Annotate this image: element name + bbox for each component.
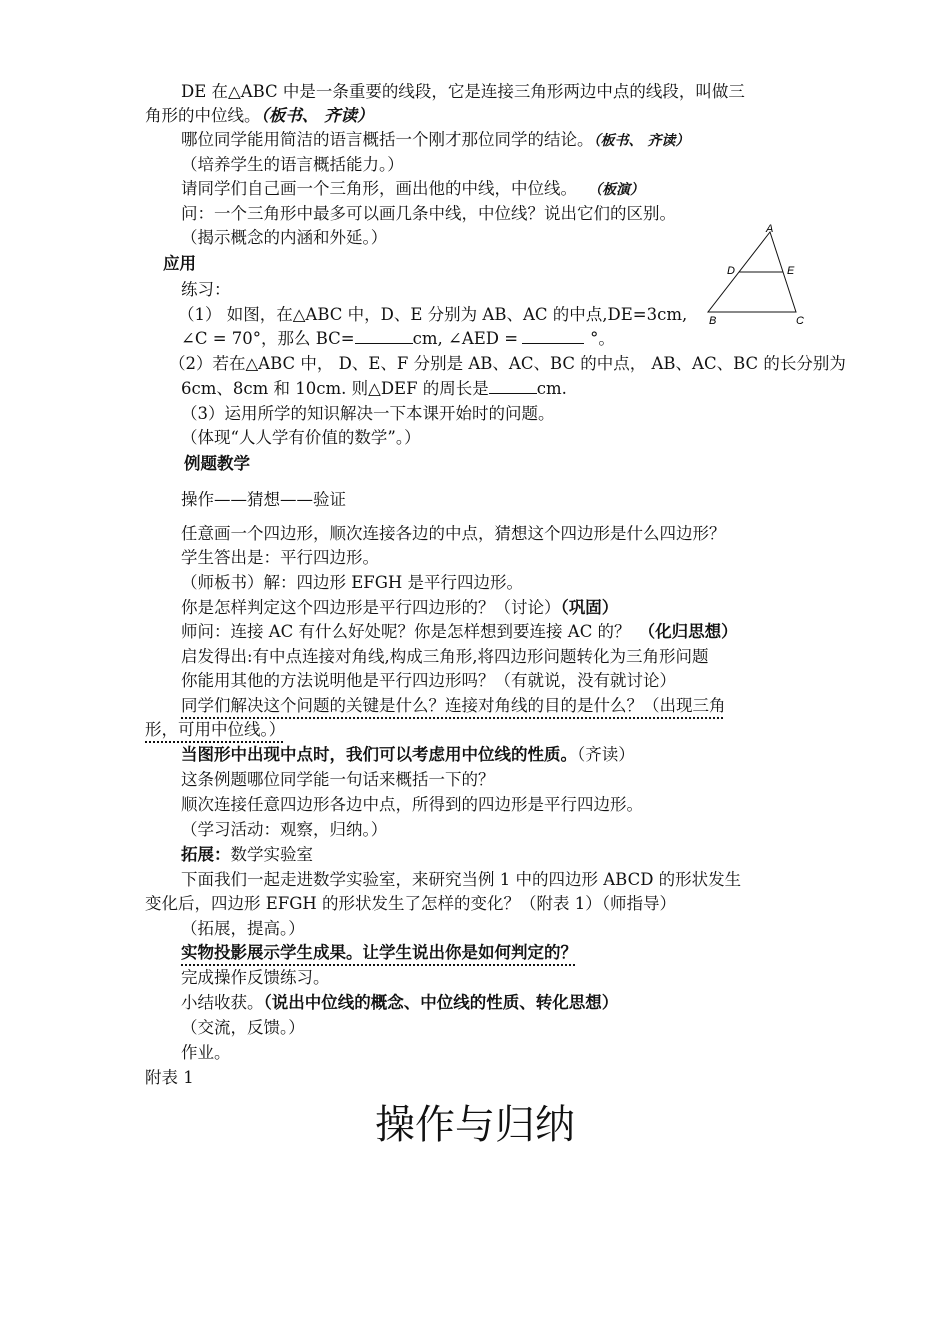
text-span: cm. bbox=[536, 379, 567, 398]
vertex-label-d: D bbox=[727, 265, 735, 277]
text-line: （3）运用所学的知识解决一下本课开始时的问题。 bbox=[181, 404, 555, 423]
text-line: 问：一个三角形中最多可以画几条中线，中位线？说出它们的区别。 bbox=[181, 204, 676, 223]
text-span: （齐读） bbox=[577, 745, 635, 764]
text-line bbox=[181, 620, 738, 644]
text-span: °。 bbox=[590, 329, 615, 348]
text-line: 操作——猜想——验证 bbox=[181, 490, 346, 509]
vertex-label-c: C bbox=[796, 315, 804, 327]
annotation: （巩固） bbox=[560, 598, 619, 617]
text-line: 任意画一个四边形，顺次连接各边的中点，猜想这个四边形是什么四边形？ bbox=[181, 524, 726, 543]
text-line: （揭示概念的内涵和外延。） bbox=[181, 228, 388, 247]
text-line: 你能用其他的方法说明他是平行四边形吗？（有就说，没有就讨论） bbox=[181, 671, 676, 690]
text-line: （培养学生的语言概括能力。） bbox=[181, 155, 404, 174]
text-span: 请同学们自己画一个三角形，画出他的中线，中位线。 bbox=[181, 179, 577, 198]
text-line bbox=[145, 104, 374, 128]
text-line bbox=[181, 377, 567, 401]
text-line bbox=[181, 743, 635, 767]
text-span: 师问：连接 AC 有什么好处呢？你是怎样想到要连接 AC 的？ bbox=[181, 622, 631, 641]
text-line: 作业。 bbox=[181, 1043, 231, 1062]
text-line bbox=[181, 991, 618, 1015]
section-heading: 例题教学 bbox=[184, 454, 250, 473]
answer-blank bbox=[355, 327, 413, 344]
text-span: cm, ∠AED = bbox=[412, 329, 519, 348]
text-line bbox=[181, 843, 313, 867]
text-line bbox=[181, 177, 644, 202]
text-line: 顺次连接任意四边形各边中点，所得到的四边形是平行四边形。 bbox=[181, 795, 643, 814]
text-line bbox=[181, 327, 615, 351]
text-line: 这条例题哪位同学能一句话来概括一下的？ bbox=[181, 770, 495, 789]
text-line: DE 在△ABC 中是一条重要的线段，它是连接三角形两边中点的线段，叫做三 bbox=[181, 82, 745, 101]
text-span: 你是怎样判定这个四边形是平行四边形的？（讨论） bbox=[181, 598, 561, 617]
text-line: 附表 1 bbox=[145, 1068, 194, 1087]
annotation: （板书、 齐读） bbox=[260, 106, 374, 125]
text-line: 下面我们一起走进数学实验室，来研究当例 1 中的四边形 ABCD 的形状发生 bbox=[181, 870, 742, 889]
emphasized-line: 实物投影展示学生成果。让学生说出你是如何判定的？ bbox=[181, 943, 577, 962]
page-heading: 操作与归纳 bbox=[375, 1102, 575, 1148]
vertex-label-e: E bbox=[787, 265, 795, 277]
key-statement: 当图形中出现中点时，我们可以考虑用中位线的性质。 bbox=[181, 745, 577, 764]
text-line bbox=[181, 596, 618, 620]
annotation: （板书、 齐读） bbox=[593, 133, 690, 149]
text-span: 小结收获。 bbox=[181, 993, 264, 1012]
annotation: （板演） bbox=[595, 182, 644, 198]
answer-blank bbox=[489, 377, 537, 394]
section-heading: 应用 bbox=[163, 254, 196, 273]
annotation: （化归思想） bbox=[638, 622, 738, 641]
text-span: ∠C = 70°，那么 BC= bbox=[181, 329, 355, 348]
text-line: 完成操作反馈练习。 bbox=[181, 968, 330, 987]
text-span: 6cm、8cm 和 10cm. 则△DEF 的周长是 bbox=[181, 379, 489, 398]
text-span: 哪位同学能用简洁的语言概括一个刚才那位同学的结论。 bbox=[181, 130, 594, 149]
vertex-label-b: B bbox=[709, 315, 717, 327]
text-span: 角形的中位线。 bbox=[145, 106, 261, 125]
emphasized-line: 同学们解决这个问题的关键是什么？连接对角线的目的是什么？（出现三角 bbox=[181, 696, 726, 715]
emphasized-line: 形，可用中位线。） bbox=[145, 720, 286, 739]
text-line: （交流，反馈。） bbox=[181, 1018, 305, 1037]
label: 拓展： bbox=[181, 845, 231, 864]
annotation: （说出中位线的概念、中位线的性质、转化思想） bbox=[263, 993, 619, 1012]
text-span: 数学实验室 bbox=[230, 845, 313, 864]
answer-blank bbox=[522, 327, 584, 344]
text-line: （拓展，提高。） bbox=[181, 919, 305, 938]
text-line: 练习： bbox=[181, 280, 231, 299]
text-line bbox=[181, 128, 689, 153]
text-line: （2）若在△ABC 中， D、E、F 分别是 AB、AC、BC 的中点， AB、AC、BC 的长分别为 bbox=[169, 354, 846, 373]
text-line: （1） 如图，在△ABC 中，D、E 分别为 AB、AC 的中点,DE=3cm, bbox=[178, 305, 688, 324]
text-line: 变化后，四边形 EFGH 的形状发生了怎样的变化？（附表 1）（师指导） bbox=[145, 894, 677, 913]
triangle-figure bbox=[700, 220, 810, 330]
text-line: 启发得出:有中点连接对角线,构成三角形,将四边形问题转化为三角形问题 bbox=[181, 647, 709, 666]
text-line: （师板书）解：四边形 EFGH 是平行四边形。 bbox=[181, 573, 524, 592]
text-line: 学生答出是：平行四边形。 bbox=[181, 548, 379, 567]
text-line: （学习活动：观察，归纳。） bbox=[181, 820, 388, 839]
vertex-label-a: A bbox=[766, 223, 774, 235]
text-line: （体现“人人学有价值的数学”。） bbox=[181, 428, 421, 447]
